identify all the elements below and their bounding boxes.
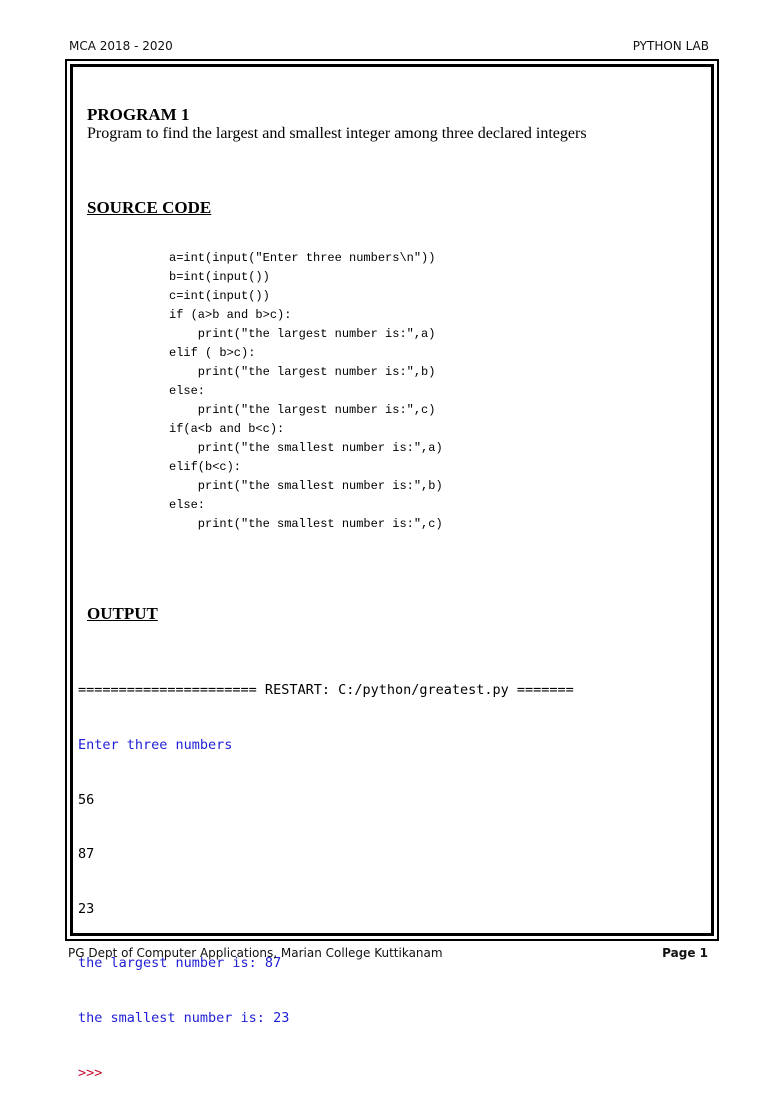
code-line: if(a<b and b<c):	[169, 422, 285, 436]
program-description: Program to find the largest and smallest integer among three declared integers	[87, 125, 587, 142]
output-heading: OUTPUT	[87, 604, 158, 623]
code-line: print("the smallest number is:",c)	[169, 517, 443, 531]
footer-page-number: Page 1	[662, 946, 708, 960]
code-line: elif ( b>c):	[169, 346, 256, 360]
code-line: elif(b<c):	[169, 460, 242, 474]
code-line: c=int(input())	[169, 289, 270, 303]
code-line: print("the largest number is:",c)	[169, 403, 436, 417]
source-code-heading: SOURCE CODE	[87, 198, 212, 217]
shell-result-line: the smallest number is: 23	[78, 1010, 290, 1027]
shell-input-line: 23	[78, 900, 95, 917]
shell-restart-line: ====================== RESTART: C:/python/greatest.py =======	[78, 682, 574, 699]
shell-result-line: the largest number is: 87	[78, 955, 282, 972]
shell-input-line: 56	[78, 791, 95, 808]
header-subject: PYTHON LAB	[632, 39, 709, 53]
code-line: else:	[169, 384, 206, 398]
header-course: MCA 2018 - 2020	[69, 39, 173, 53]
code-line: print("the largest number is:",b)	[169, 365, 436, 379]
code-line: else:	[169, 498, 206, 512]
shell-input-line: 87	[78, 846, 95, 863]
code-line: print("the largest number is:",a)	[169, 327, 436, 341]
code-line: print("the smallest number is:",b)	[169, 479, 443, 493]
code-line: print("the smallest number is:",a)	[169, 441, 443, 455]
code-line: if (a>b and b>c):	[169, 308, 292, 322]
code-line: b=int(input())	[169, 270, 270, 284]
shell-prompt-symbol: >>>	[78, 1064, 103, 1081]
shell-prompt-line: Enter three numbers	[78, 737, 233, 754]
footer-department: PG Dept of Computer Applications, Marian College Kuttikanam	[68, 946, 443, 960]
program-title: PROGRAM 1	[87, 105, 190, 124]
shell-output-screenshot	[78, 645, 574, 1100]
source-code-block	[169, 249, 443, 534]
code-line: a=int(input("Enter three numbers\n"))	[169, 251, 436, 265]
